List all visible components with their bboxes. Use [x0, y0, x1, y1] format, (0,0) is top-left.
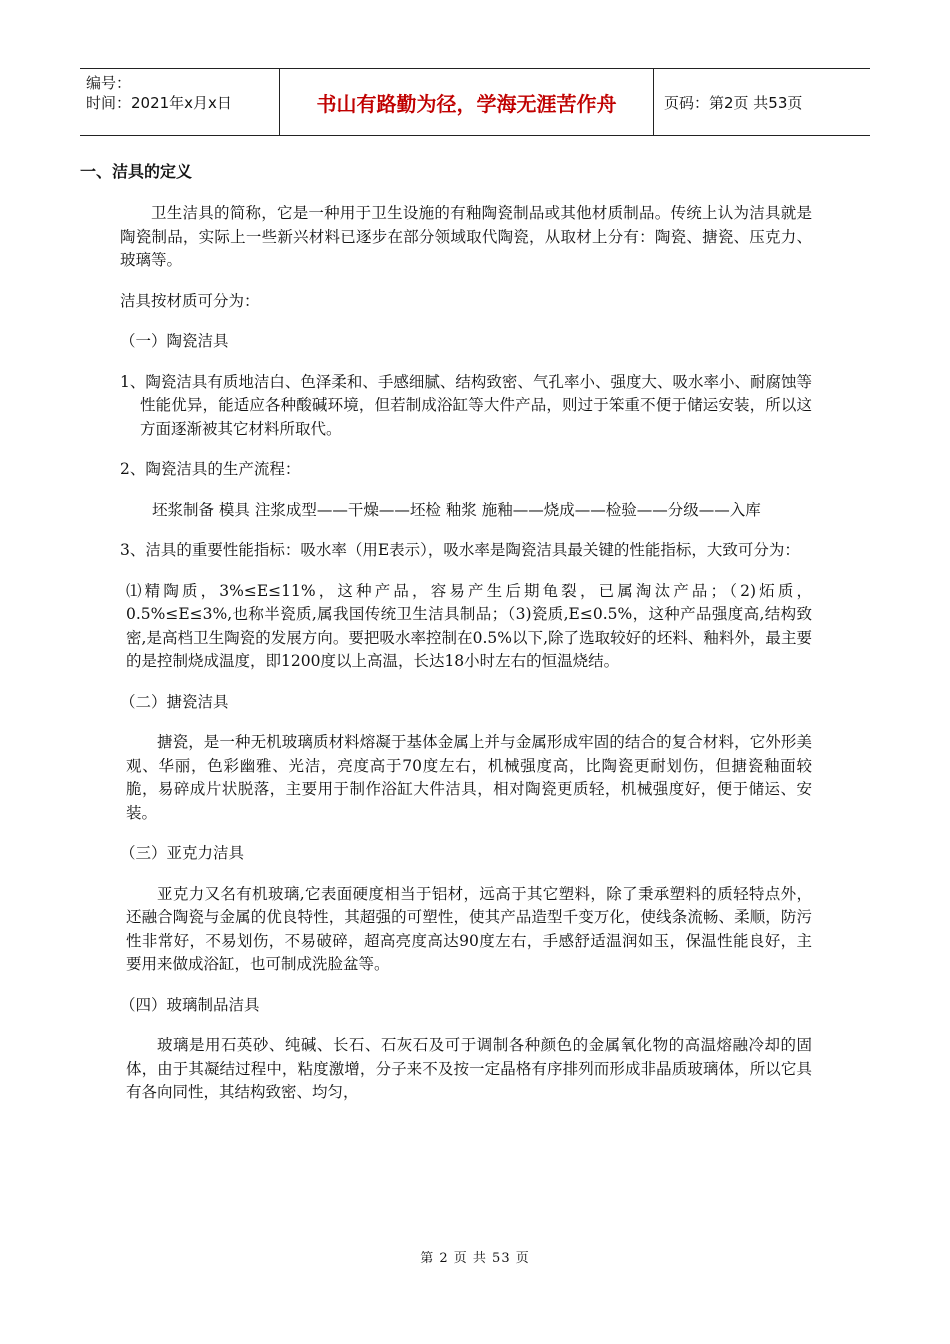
intro-paragraph: 卫生洁具的简称，它是一种用于卫生设施的有釉陶瓷制品或其他材质制品。传统上认为洁具就是陶瓷制品，实际上一些新兴材料已逐步在部分领域取代陶瓷，从取材上分有：陶瓷、搪瓷、压克力、玻璃等。	[120, 204, 812, 269]
header-page-label: 页码：第2页 共53页	[664, 93, 803, 112]
ceramic-point-2: 2、陶瓷洁具的生产流程：	[120, 460, 301, 478]
page-footer: 第 2 页 共 53 页	[420, 1251, 530, 1266]
document-body	[80, 160, 812, 1122]
ceramic-point-3: 3、洁具的重要性能指标：吸水率（用E表示），吸水率是陶瓷洁具最关键的性能指标，大致可分为：	[120, 541, 800, 559]
header-motto: 书山有路勤为径，学海无涯苦作舟	[280, 69, 654, 135]
subsection-title-enamel: （二）搪瓷洁具	[120, 692, 229, 711]
section-heading: 一、洁具的定义	[80, 162, 193, 181]
glass-paragraph: 玻璃是用石英砂、纯碱、长石、石灰石及可于调制各种颜色的金属氧化物的高温熔融冷却的固体，由于其凝结过程中，粘度激增，分子来不及按一定晶格有序排列而形成非晶质玻璃体，所以它具有各向同性，其结构致密、均匀，	[126, 1036, 812, 1101]
acrylic-paragraph: 亚克力又名有机玻璃,它表面硬度相当于铝材，远高于其它塑料，除了秉承塑料的质轻特点外，还融合陶瓷与金属的优良特性，其超强的可塑性，使其产品造型千变万化，使线条流畅、柔顺，防污性非常好，不易划伤，不易破碎，超高亮度高达90度左右，手感舒适温润如玉，保温性能良好，主要用来做成浴缸，也可制成洗脸盆等。	[126, 884, 812, 973]
production-flow: 坯浆制备 模具 注浆成型——干燥——坯检 釉浆 施釉——烧成——检验——分级——入库	[152, 500, 761, 519]
subsection-title-acrylic: （三）亚克力洁具	[120, 844, 245, 862]
ceramic-point-1: 1、陶瓷洁具有质地洁白、色泽柔和、手感细腻、结构致密、气孔率小、强度大、吸水率小、耐腐蚀等性能优异，能适应各种酸碱环境，但若制成浴缸等大件产品，则过于笨重不便于储运安装，所以这方面逐渐被其它材料所取代。	[120, 372, 812, 438]
document-number-label: 编号：	[86, 74, 132, 92]
header-meta	[80, 69, 280, 135]
material-intro: 洁具按材质可分为：	[120, 291, 260, 310]
document-time-label: 时间：2021年x月x日	[86, 94, 232, 112]
subsection-title-ceramic: （一）陶瓷洁具	[120, 332, 229, 350]
page-header	[80, 68, 870, 136]
subsection-title-glass: （四）玻璃制品洁具	[120, 995, 260, 1014]
water-absorption-classes: ⑴精陶质，3%≤E≤11%，这种产品，容易产生后期龟裂，已属淘汰产品；（2)炻质，0.5%≤E≤3%,也称半瓷质,属我国传统卫生洁具制品；（3)瓷质,E≤0.5%，这种产品强度高,结构致密,是高档卫生陶瓷的发展方向。要把吸水率控制在0.5%以下,除了选取较好的坯料、釉料外，最主要的是控制烧成温度，即1200度以上高温，长达18小时左右的恒温烧结。	[126, 581, 812, 670]
enamel-paragraph: 搪瓷，是一种无机玻璃质材料熔凝于基体金属上并与金属形成牢固的结合的复合材料，它外形美观、华丽，色彩幽雅、光洁，亮度高于70度左右，机械强度高，比陶瓷更耐划伤，但搪瓷釉面较脆，易碎成片状脱落，主要用于制作浴缸大件洁具，相对陶瓷更质轻，机械强度好，便于储运、安装。	[126, 733, 812, 822]
